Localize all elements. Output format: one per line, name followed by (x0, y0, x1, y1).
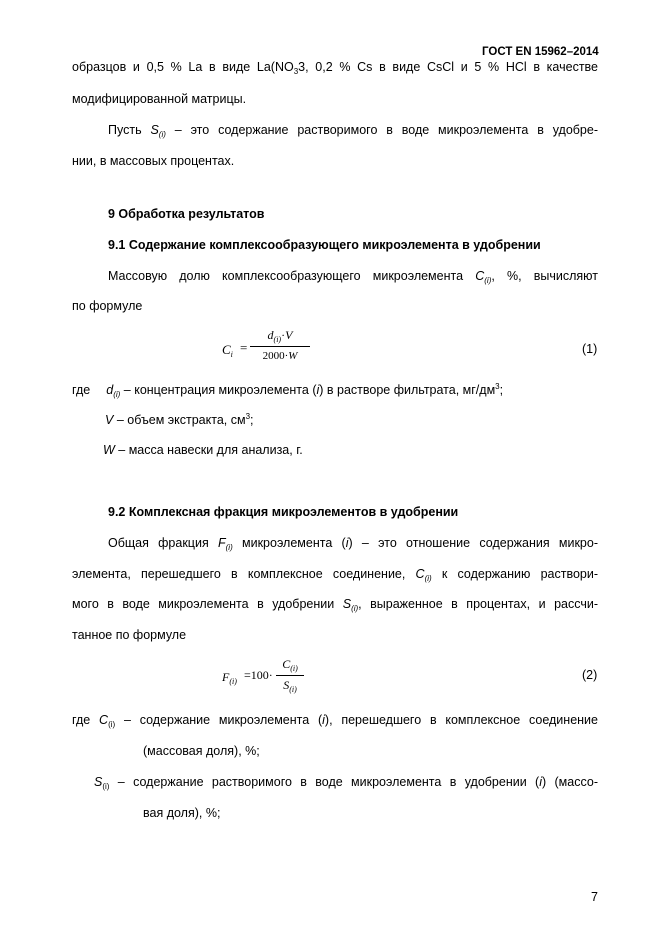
where-c-line-2: (массовая доля), %; (143, 744, 260, 758)
section-9-title: 9 Обработка результатов (108, 207, 265, 221)
section-9-1-title: 9.1 Содержание комплексообразующего микроэлемента в удобрении (108, 238, 541, 252)
para-9-2-line-4: танное по формуле (72, 628, 187, 642)
standard-header: ГОСТ EN 15962–2014 (482, 46, 599, 58)
intro-line-2: модифицированной матрицы. (72, 92, 247, 106)
para-9-1-line-1: Массовую долю комплексообразующего микроэлемента $C_{(i)}$, %, вычисляют (108, 269, 599, 285)
intro-line-4: нии, в массовых процентах. (72, 154, 235, 168)
intro-line-3: Пусть $S_{(i)}$ – это содержание растворимого в воде микроэлемента в удобре- (108, 123, 598, 139)
para-9-2-line-1: Общая фракция $F_{(i)}$ микроэлемента (i) – это отношение содержания микро- (108, 536, 598, 552)
section-9-2-title: 9.2 Комплексная фракция микроэлементов в удобрении (108, 505, 459, 519)
where-w: W – масса навески для анализа, г. (103, 443, 303, 457)
where-c: где $C_{(i)}$ – содержание микроэлемента (i), перешедшего в комплексное соединение (72, 713, 598, 729)
intro-line-1: образцов и 0,5 % La в виде $La(NO_33$, 0,2 % Cs в виде CsCl и 5 % HCl в качестве (72, 60, 598, 76)
where-s-line-2: вая доля), %; (143, 806, 221, 820)
para-9-1-line-2: по формуле (72, 299, 143, 313)
formula-2-number: (2) (582, 668, 598, 682)
where-d: где $d_{(i)}$ – концентрация микроэлемента (i) в растворе фильтрата, $мг/дм^3$; (72, 382, 504, 399)
formula-1-number: (1) (582, 342, 598, 356)
para-9-2-line-3: мого в воде микроэлемента в удобрении $S_{(i)}$, выраженное в процентах, и рассчи- (72, 597, 598, 613)
where-s: $S_{(i)}$ – содержание растворимого в воде микроэлемента в удобрении (i) (массо- (94, 775, 598, 791)
para-9-2-line-2: элемента, перешедшего в комплексное соединение, $C_{(i)}$ к содержанию раствори- (72, 567, 598, 583)
where-v: V – объем экстракта, $см^3$; (105, 412, 254, 427)
page-number: 7 (591, 890, 598, 904)
